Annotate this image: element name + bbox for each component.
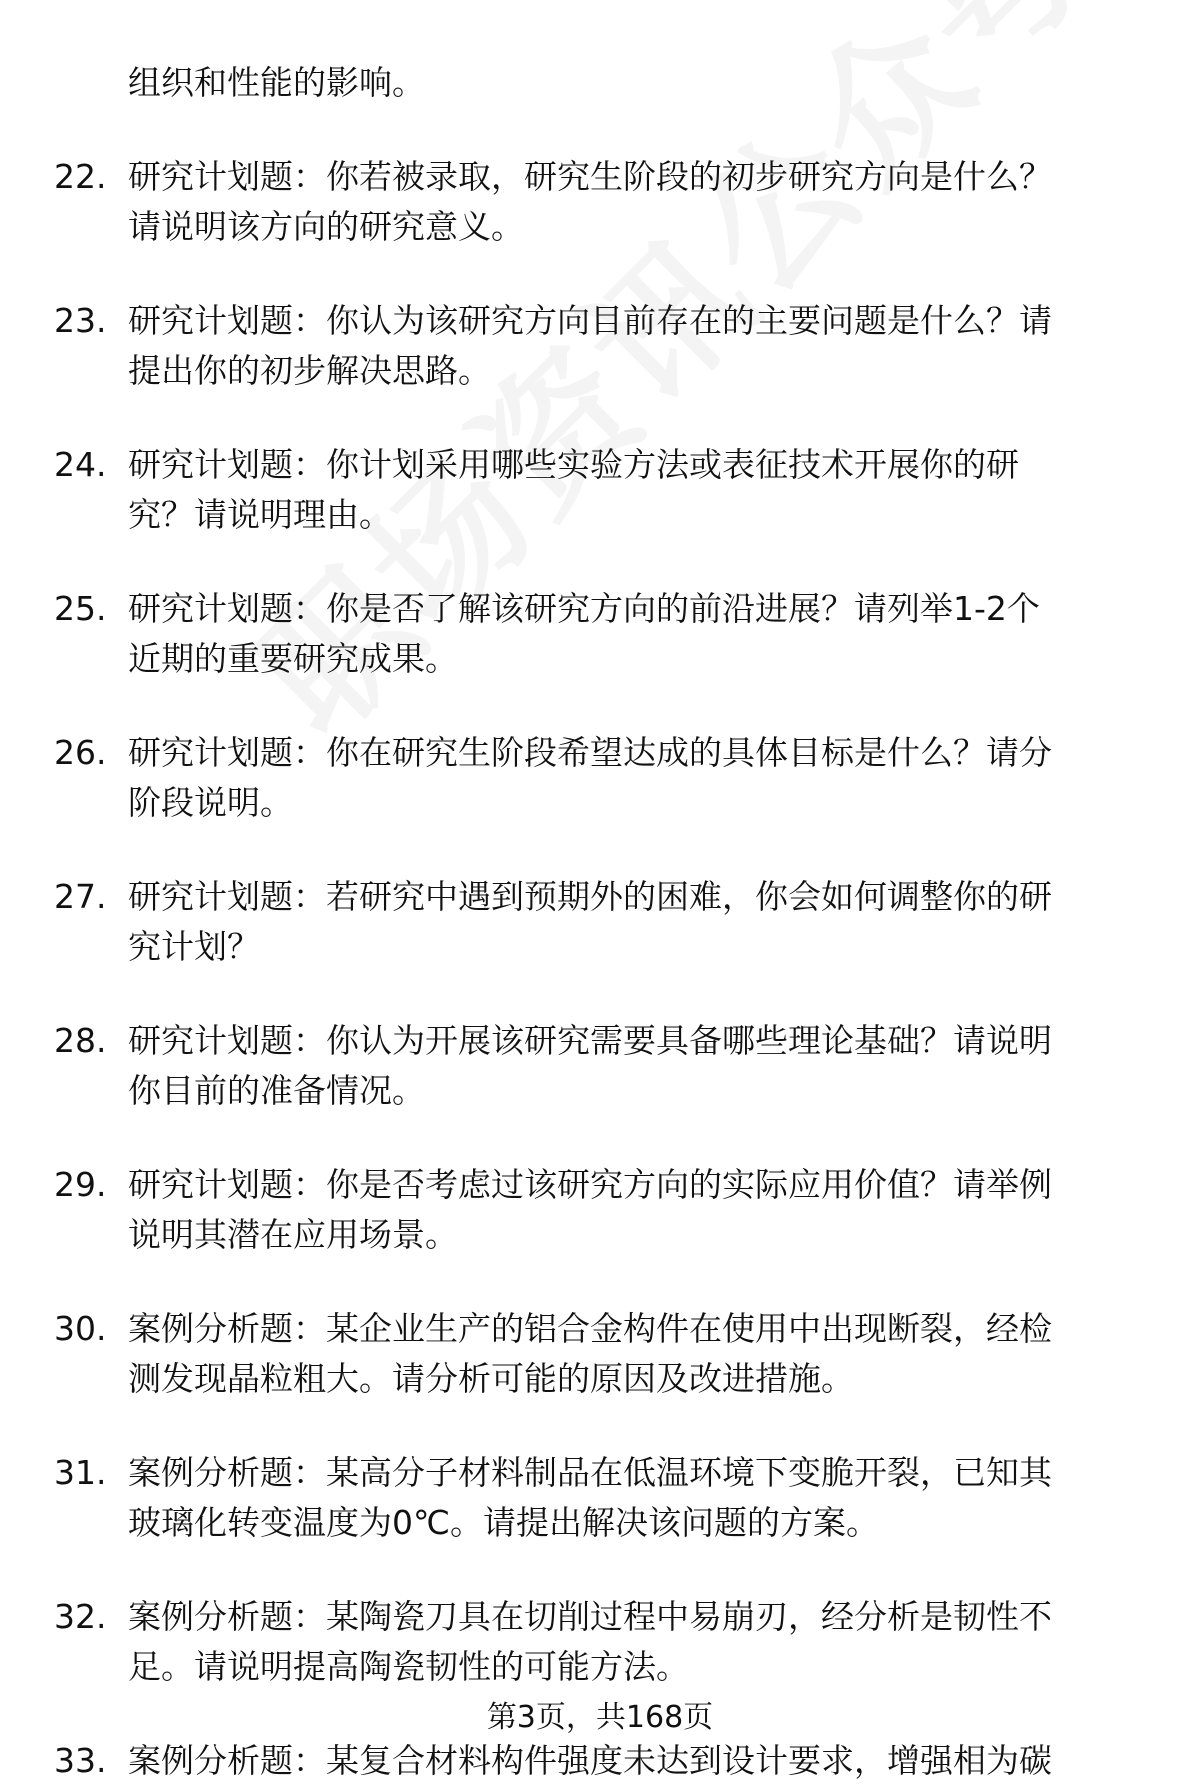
item-line: 足。请说明提高陶瓷韧性的可能方法。 bbox=[128, 1647, 689, 1686]
list-item bbox=[54, 152, 1154, 252]
item-line: 究？请说明理由。 bbox=[128, 495, 392, 534]
item-line: 案例分析题：某陶瓷刀具在切削过程中易崩刃，经分析是韧性不 bbox=[128, 1597, 1052, 1636]
item-text bbox=[128, 1304, 1154, 1404]
list-item bbox=[54, 872, 1154, 972]
list-item bbox=[54, 1736, 1154, 1786]
item-number: 27. bbox=[54, 877, 107, 916]
item-number: 31. bbox=[54, 1453, 107, 1492]
item-text bbox=[128, 152, 1154, 252]
item-text bbox=[128, 1160, 1154, 1260]
item-line: 说明其潜在应用场景。 bbox=[128, 1215, 458, 1254]
item-number: 29. bbox=[54, 1165, 107, 1204]
item-line: 请说明该方向的研究意义。 bbox=[128, 207, 524, 246]
list-item bbox=[54, 440, 1154, 540]
item-number: 24. bbox=[54, 445, 107, 484]
item-text bbox=[128, 1016, 1154, 1116]
item-text bbox=[128, 584, 1154, 684]
list-item bbox=[54, 1016, 1154, 1116]
list-item bbox=[54, 1592, 1154, 1692]
item-number: 32. bbox=[54, 1597, 107, 1636]
item-line: 案例分析题：某高分子材料制品在低温环境下变脆开裂，已知其 bbox=[128, 1453, 1052, 1492]
item-line: 研究计划题：你计划采用哪些实验方法或表征技术开展你的研 bbox=[128, 445, 1019, 484]
item-text bbox=[128, 728, 1154, 828]
item-number: 25. bbox=[54, 589, 107, 628]
list-item bbox=[54, 728, 1154, 828]
item-line: 案例分析题：某企业生产的铝合金构件在使用中出现断裂，经检 bbox=[128, 1309, 1052, 1348]
item-number: 22. bbox=[54, 157, 107, 196]
item-number: 23. bbox=[54, 301, 107, 340]
item-number: 33. bbox=[54, 1741, 107, 1780]
item-line: 案例分析题：某复合材料构件强度未达到设计要求，增强相为碳 bbox=[128, 1741, 1052, 1780]
item-text bbox=[128, 1736, 1154, 1786]
item-line: 阶段说明。 bbox=[128, 783, 293, 822]
list-item bbox=[54, 296, 1154, 396]
item-line: 研究计划题：你若被录取，研究生阶段的初步研究方向是什么？ bbox=[128, 157, 1052, 196]
question-list bbox=[54, 58, 1154, 1786]
item-line: 研究计划题：你是否了解该研究方向的前沿进展？请列举1-2个 bbox=[128, 589, 1040, 628]
list-item bbox=[54, 584, 1154, 684]
item-line: 提出你的初步解决思路。 bbox=[128, 351, 491, 390]
item-line: 研究计划题：你认为开展该研究需要具备哪些理论基础？请说明 bbox=[128, 1021, 1052, 1060]
item-text bbox=[128, 1592, 1154, 1692]
item-line: 研究计划题：你是否考虑过该研究方向的实际应用价值？请举例 bbox=[128, 1165, 1052, 1204]
list-item bbox=[54, 1448, 1154, 1548]
item-text bbox=[128, 440, 1154, 540]
item-line: 研究计划题：你认为该研究方向目前存在的主要问题是什么？请 bbox=[128, 301, 1052, 340]
item-line: 究计划？ bbox=[128, 927, 260, 966]
item-number: 28. bbox=[54, 1021, 107, 1060]
list-item bbox=[54, 1160, 1154, 1260]
item-text bbox=[128, 296, 1154, 396]
item-text bbox=[128, 1448, 1154, 1548]
item-line: 研究计划题：你在研究生阶段希望达成的具体目标是什么？请分 bbox=[128, 733, 1052, 772]
item-line: 测发现晶粒粗大。请分析可能的原因及改进措施。 bbox=[128, 1359, 854, 1398]
item-line: 研究计划题：若研究中遇到预期外的困难，你会如何调整你的研 bbox=[128, 877, 1052, 916]
item-number: 30. bbox=[54, 1309, 107, 1348]
item-number: 26. bbox=[54, 733, 107, 772]
list-item bbox=[54, 1304, 1154, 1404]
page-number-footer: 第3页，共168页 bbox=[486, 1700, 714, 1735]
item-line: 玻璃化转变温度为0℃。请提出解决该问题的方案。 bbox=[128, 1503, 880, 1542]
item-line: 近期的重要研究成果。 bbox=[128, 639, 458, 678]
continuation-line: 组织和性能的影响。 bbox=[128, 63, 425, 102]
item-line: 你目前的准备情况。 bbox=[128, 1071, 425, 1110]
item-text bbox=[128, 872, 1154, 972]
